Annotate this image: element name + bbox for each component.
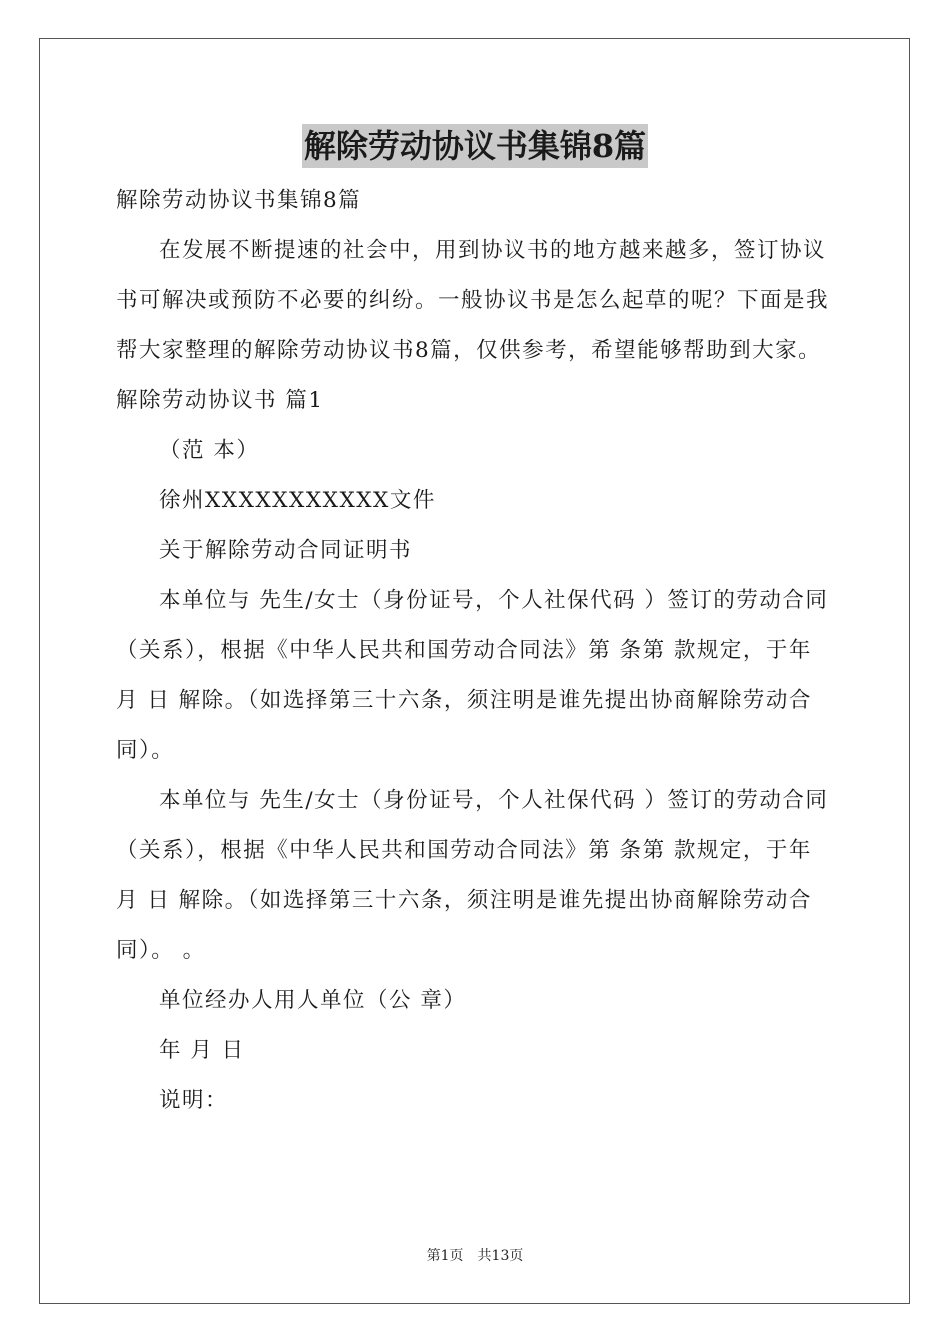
signature-line: 单位经办人用人单位（公 章） bbox=[159, 988, 467, 1013]
body-paragraph: 本单位与 先生/女士（身份证号，个人社保代码 ）签订的劳动合同（关系），根据《中华人民共和国劳动合同法》第 条第 款规定，于年 月 日 解除。（如选择第三十六条，须注明是谁先提出协商解除劳动合同）。 bbox=[116, 588, 829, 763]
certificate-heading: 关于解除劳动合同证明书 bbox=[159, 538, 413, 563]
date-line: 年 月 日 bbox=[159, 1038, 245, 1063]
document-title: 解除劳动协议书集锦8篇 bbox=[302, 124, 648, 168]
section-heading: 解除劳动协议书 篇1 bbox=[116, 388, 324, 413]
file-heading: 徐州XXXXXXXXXXX文件 bbox=[159, 488, 436, 513]
page-footer: 第1页 共13页 bbox=[426, 1248, 524, 1264]
document-body bbox=[116, 176, 836, 1126]
sample-label: （范 本） bbox=[159, 438, 260, 463]
subtitle-paragraph: 解除劳动协议书集锦8篇 bbox=[116, 188, 362, 213]
title-container bbox=[0, 124, 950, 168]
intro-paragraph: 在发展不断提速的社会中，用到协议书的地方越来越多，签订协议书可解决或预防不必要的纠纷。一般协议书是怎么起草的呢？下面是我帮大家整理的解除劳动协议书8篇，仅供参考，希望能够帮助到大家。 bbox=[116, 238, 830, 363]
body-paragraph: 本单位与 先生/女士（身份证号，个人社保代码 ）签订的劳动合同（关系），根据《中华人民共和国劳动合同法》第 条第 款规定，于年 月 日 解除。（如选择第三十六条，须注明是谁先提出协商解除劳动合同）。 。 bbox=[116, 788, 829, 963]
note-label: 说明： bbox=[159, 1088, 229, 1113]
